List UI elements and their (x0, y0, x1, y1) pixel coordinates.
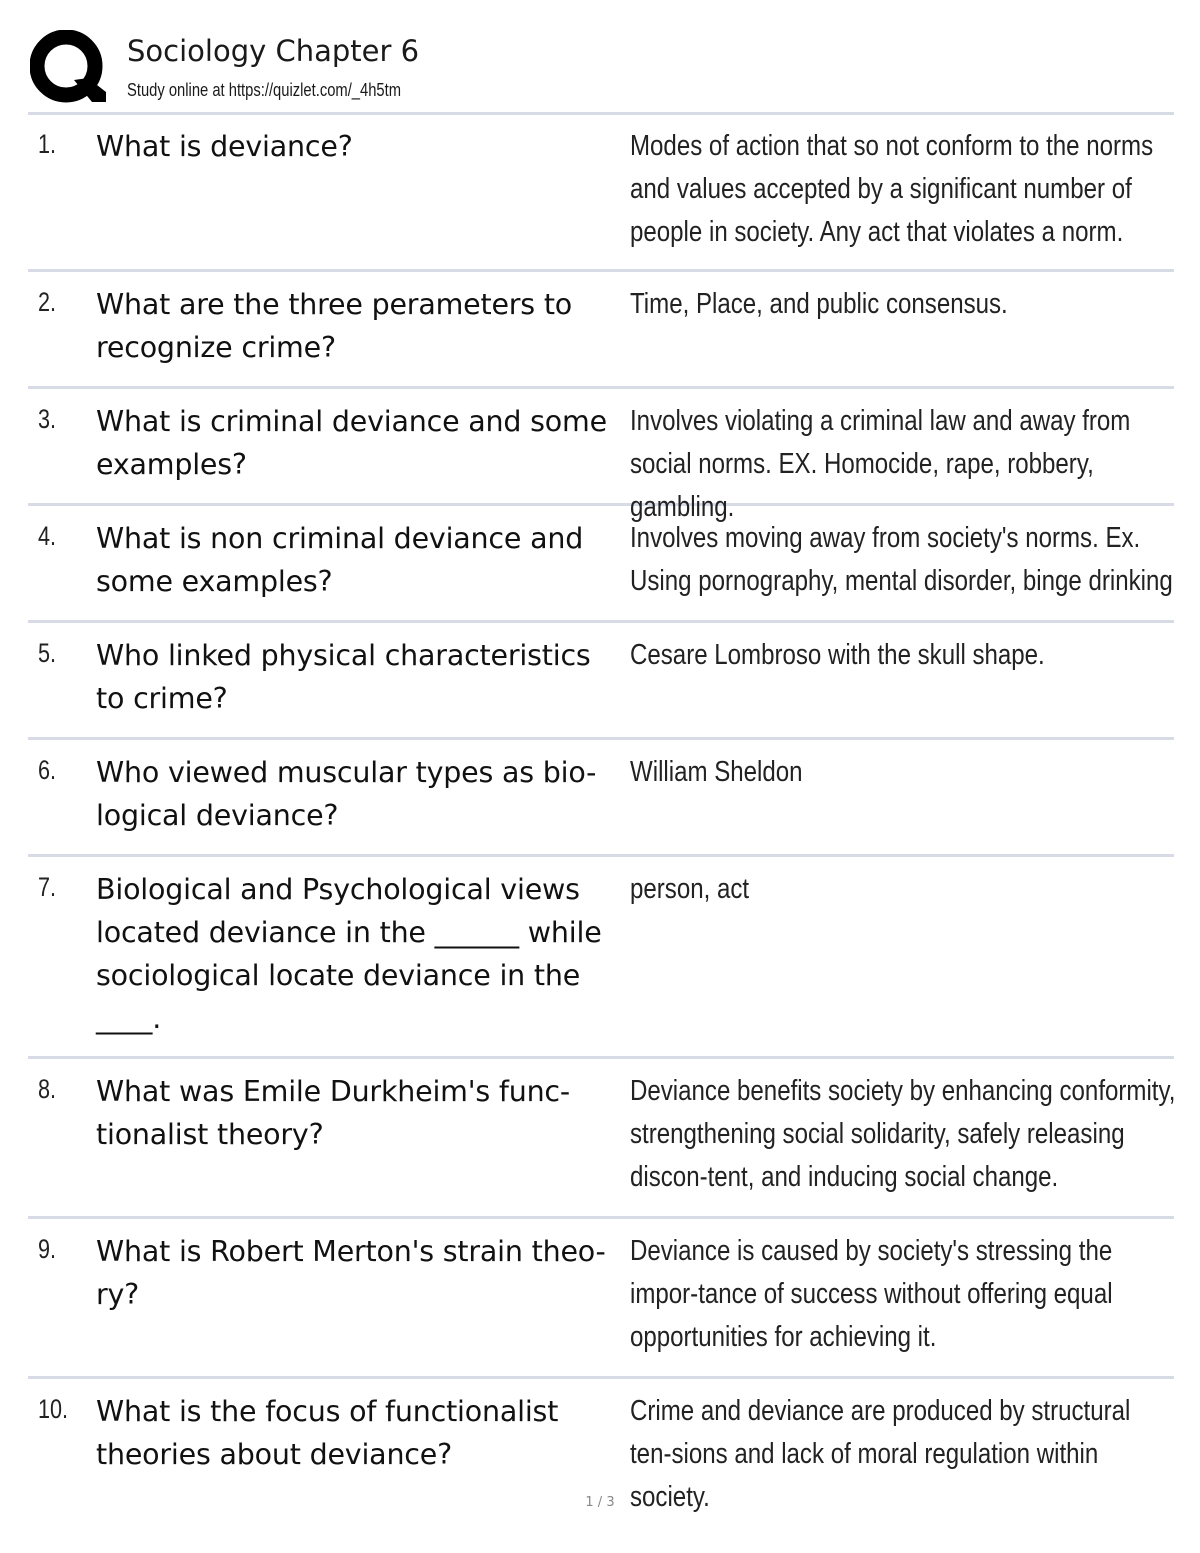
card-number: 4. (38, 521, 57, 551)
flashcard-row (28, 623, 1174, 740)
page-header (28, 28, 1174, 112)
flashcard-row (28, 115, 1174, 272)
flashcard-row (28, 506, 1174, 623)
card-number: 8. (38, 1074, 57, 1104)
card-number: 9. (38, 1234, 57, 1264)
page-indicator: 1 / 3 (585, 1495, 615, 1510)
flashcard-row (28, 857, 1174, 1059)
card-definition: Involves violating a criminal law and away from social norms. EX. Homocide, rape, robbery, gambling. (630, 405, 1131, 523)
card-definition: William Sheldon (630, 756, 803, 788)
card-number: 10. (38, 1394, 69, 1424)
card-definition: Crime and deviance are produced by structural ten-sions and lack of moral regulation within society. (630, 1395, 1131, 1513)
card-term: Who linked physical characteristics to crime? (96, 639, 591, 715)
study-link-text[interactable]: Study online at https://quizlet.com/_4h5tm (127, 80, 402, 100)
page-title: Sociology Chapter 6 (127, 34, 420, 68)
card-term: What is deviance? (96, 130, 353, 163)
card-definition: Deviance benefits society by enhancing conformity, strengthening social solidarity, safely releasing discon-tent, and inducing social change. (630, 1075, 1176, 1193)
card-term: Who viewed muscular types as bio-logical deviance? (96, 756, 597, 832)
card-definition: Cesare Lombroso with the skull shape. (630, 639, 1045, 671)
flashcard-row (28, 740, 1174, 857)
card-number: 1. (38, 129, 57, 159)
card-term: What is non criminal deviance and some examples? (96, 522, 584, 598)
card-definition: Deviance is caused by society's stressing the impor-tance of success without offering equal opportunities for achieving it. (630, 1235, 1113, 1353)
flashcard-row (28, 272, 1174, 389)
card-definition: Time, Place, and public consensus. (630, 288, 1008, 320)
flashcard-row (28, 1219, 1174, 1379)
flashcard-row (28, 389, 1174, 523)
card-number: 3. (38, 404, 57, 434)
quizlet-logo-icon (30, 30, 106, 106)
card-term: What was Emile Durkheim's func-tionalist theory? (96, 1075, 570, 1151)
card-definition: Involves moving away from society's norms. Ex. Using pornography, mental disorder, binge drinking (630, 522, 1173, 597)
card-number: 2. (38, 287, 57, 317)
card-number: 6. (38, 755, 57, 785)
card-term: What is Robert Merton's strain theo-ry? (96, 1235, 606, 1311)
card-definition: Modes of action that so not conform to the norms and values accepted by a significant number of people in society. Any act that violates a norm. (630, 130, 1154, 248)
card-term: What is the focus of functionalist theories about deviance? (96, 1395, 559, 1471)
card-definition: person, act (630, 873, 750, 905)
card-term: What is criminal deviance and some examples? (96, 405, 607, 481)
card-term: What are the three perameters to recognize crime? (96, 288, 573, 364)
card-term: Biological and Psychological views located deviance in the ______ while sociological locate deviance in the ____. (96, 873, 602, 1035)
card-number: 7. (38, 872, 57, 902)
flashcard-row (28, 1059, 1174, 1219)
card-number: 5. (38, 638, 57, 668)
